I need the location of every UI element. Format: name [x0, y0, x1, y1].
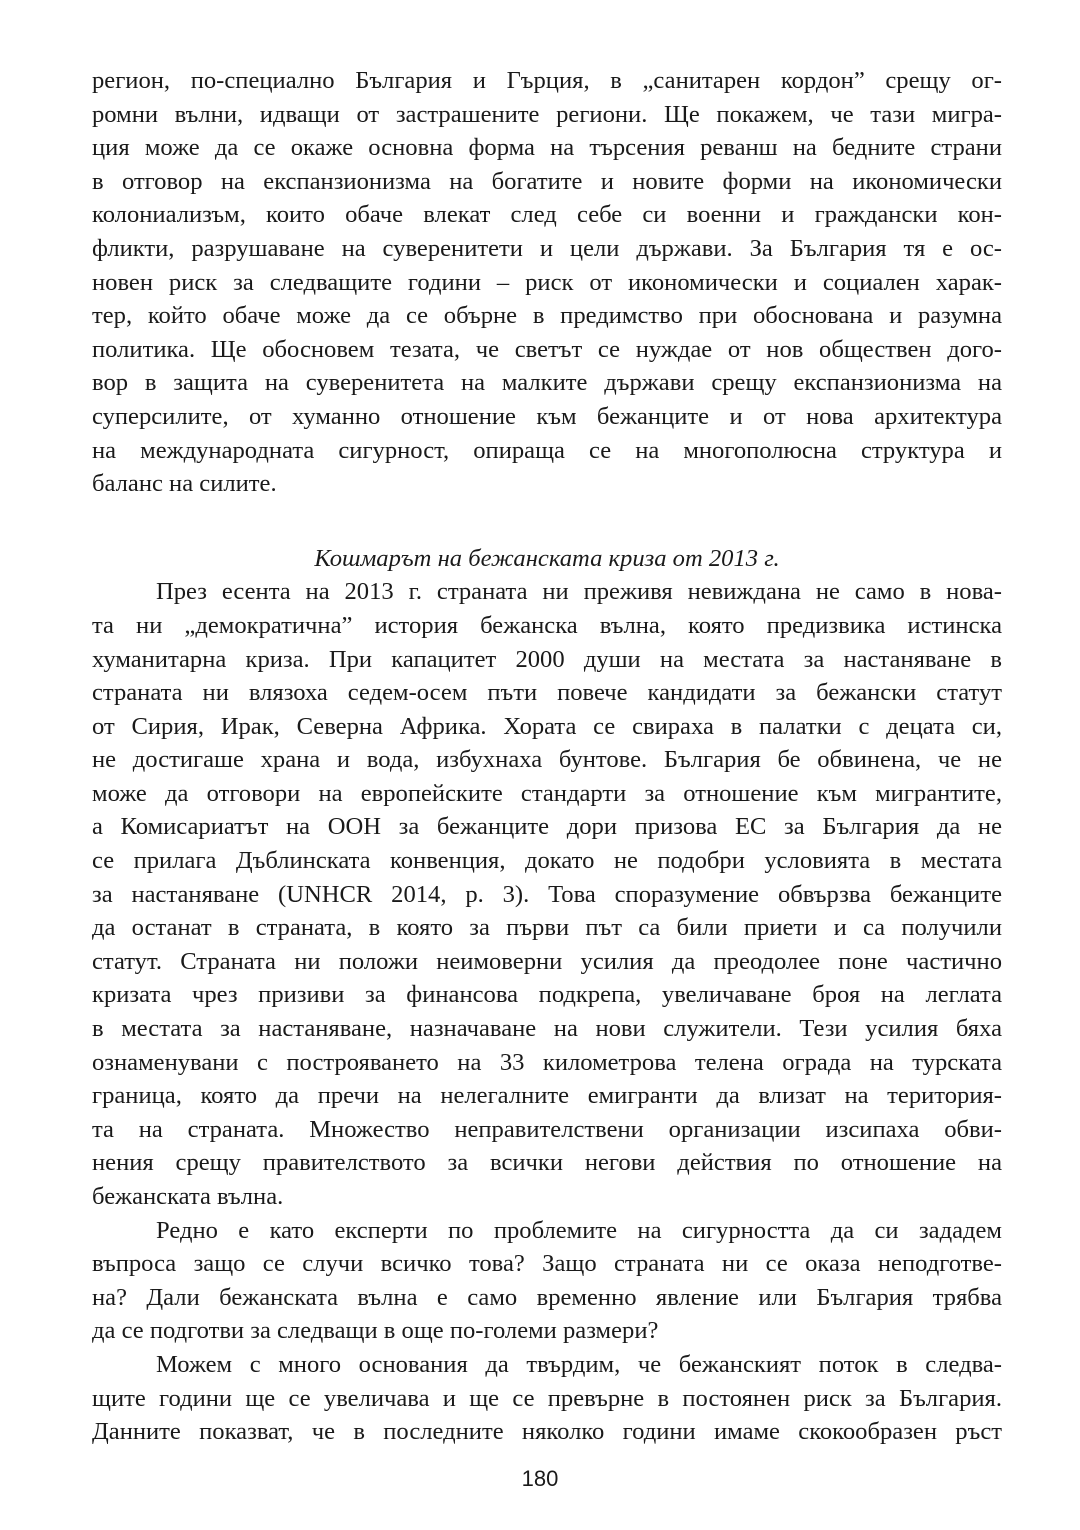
text-line: та ни „демократична” история бежанска вълна, която предизвика истинска: [92, 611, 1002, 639]
text-line: не достигаше храна и вода, избухнаха бунтове. България бе обвинена, че не: [92, 746, 1002, 774]
text-line: ознаменувани с построяването на 33 километрова телена ограда на турската: [92, 1048, 1002, 1076]
text-line: ция може да се окаже основна форма на търсения реванш на бедните страни: [92, 134, 1002, 162]
text-line: в местата за настаняване, назначаване на нови служители. Тези усилия бяха: [92, 1015, 1002, 1043]
text-line: ромни вълни, идващи от застрашените региони. Ще покажем, че тази мигра-: [92, 100, 1002, 128]
paragraph-question: [92, 1214, 1002, 1348]
section-heading: Кошмарът на бежанската криза от 2013 г.: [314, 544, 780, 572]
text-line: Редно е като експерти по проблемите на сигурността да си зададем: [156, 1216, 1002, 1244]
text-line: регион, по-специално България и Гърция, в „санитарен кордон” срещу ог-: [92, 67, 1002, 94]
paragraph-crisis: [92, 575, 1002, 1213]
paragraph-intro: [92, 64, 1002, 501]
text-line: нения срещу правителството за всички негови действия по отношение на: [92, 1149, 1002, 1177]
text-line: страната ни влязоха седем-осем пъти повече кандидати за бежански статут: [92, 679, 1002, 707]
text-line: Данните показват, че в последните няколко години имаме скокообразен ръст: [92, 1418, 1002, 1446]
text-line: въпроса защо се случи всичко това? Защо страната ни се оказа неподготве-: [92, 1250, 1002, 1278]
text-line: фликти, разрушаване на суверенитети и цели държави. За България тя е ос-: [92, 234, 1002, 262]
text-line: През есента на 2013 г. страната ни преживя невиждана не само в нова-: [156, 578, 1002, 606]
text-line: на? Дали бежанската вълна е само временно явление или България трябва: [92, 1283, 1002, 1311]
text-line: за настаняване (UNHCR 2014, p. 3). Това споразумение обвързва бежанците: [92, 880, 1002, 908]
page-number: 180: [521, 1466, 559, 1491]
text-line: да останат в страната, в която за първи път са били приети и са получили: [92, 914, 1002, 942]
text-line: тер, който обаче може да се обърне в предимство при обоснована и разумна: [92, 302, 1002, 330]
text-line: бежанската вълна.: [92, 1183, 284, 1210]
text-line: а Комисариатът на ООН за бежанците дори призова ЕС за България да не: [92, 813, 1002, 841]
paragraph-forecast: [92, 1348, 1002, 1449]
text-line: политика. Ще обосновем тезата, че светът се нуждае от нов обществен дого-: [92, 335, 1002, 363]
text-line: статут. Страната ни положи неимоверни усилия да преодолее поне частично: [92, 947, 1002, 975]
text-line: хуманитарна криза. При капацитет 2000 души на местата за настаняване в: [92, 645, 1002, 673]
text-line: суперсилите, от хуманно отношение към бежанците и от нова архитектура: [92, 402, 1002, 430]
text-line: се прилага Дъблинската конвенция, докато не подобри условията в местата: [92, 847, 1002, 875]
page-body: [92, 64, 1002, 1449]
text-line: щите години ще се увеличава и ще се превърне в постоянен риск за България.: [92, 1384, 1002, 1412]
text-line: от Сирия, Ирак, Северна Африка. Хората се свираха в палатки с децата си,: [92, 712, 1002, 740]
text-line: граница, която да пречи на нелегалните емигранти да влизат на територия-: [92, 1082, 1002, 1110]
text-line: може да отговори на европейските стандарти за отношение към мигрантите,: [92, 779, 1002, 807]
text-line: баланс на силите.: [92, 470, 277, 498]
text-line: колониализъм, които обаче влекат след себе си военни и граждански кон-: [92, 201, 1002, 229]
text-line: вор в защита на суверенитета на малките държави срещу експанзионизма на: [92, 369, 1002, 397]
text-line: в отговор на експанзионизма на богатите и новите форми на икономически: [92, 167, 1002, 195]
text-line: да се подготви за следващи в още по-големи размери?: [92, 1317, 659, 1345]
text-line: Можем с много основания да твърдим, че бежанският поток в следва-: [156, 1350, 1002, 1378]
text-line: кризата чрез призиви за финансова подкрепа, увеличаване броя на леглата: [92, 981, 1002, 1009]
text-line: та на страната. Множество неправителствени организации изсипаха обви-: [92, 1115, 1002, 1143]
text-line: на международната сигурност, опираща се на многополюсна структура и: [92, 436, 1002, 464]
text-line: новен риск за следващите години – риск от икономически и социален харак-: [92, 268, 1002, 296]
